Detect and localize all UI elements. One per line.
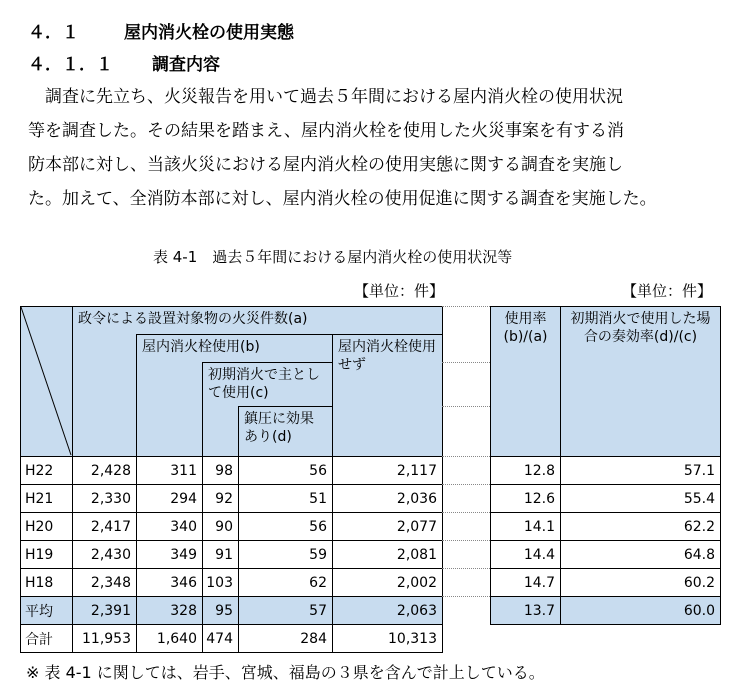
cell-b: 328 xyxy=(137,597,203,625)
paragraph-line: 調査に先立ち、火災報告を用いて過去５年間における屋内消火栓の使用状況 xyxy=(28,87,623,107)
header-hydrant-used: 屋内消火栓使用(b) xyxy=(137,335,333,363)
cell-rate: 14.4 xyxy=(491,541,561,569)
cell-e: 2,002 xyxy=(333,569,443,597)
table-row xyxy=(491,485,721,513)
unit-label-left: 【単位：件】 xyxy=(354,282,445,300)
row-label: H19 xyxy=(21,541,73,569)
subsection-heading xyxy=(28,50,220,75)
cell-a: 2,417 xyxy=(73,513,137,541)
row-label: H22 xyxy=(21,457,73,485)
cell-c: 90 xyxy=(203,513,239,541)
table-row xyxy=(21,457,443,485)
cell-rate: 14.7 xyxy=(491,569,561,597)
table-row-average xyxy=(491,597,721,625)
row-label: 合計 xyxy=(21,625,73,653)
section-number: ４．１ xyxy=(28,23,79,43)
table-caption: 表 4-1 過去５年間における屋内消火栓の使用状況等 xyxy=(153,248,513,266)
row-label: H18 xyxy=(21,569,73,597)
table-row xyxy=(21,513,443,541)
cell-d: 57 xyxy=(239,597,333,625)
cell-b: 1,640 xyxy=(137,625,203,653)
cell-d: 51 xyxy=(239,485,333,513)
cell-effect: 57.1 xyxy=(561,457,721,485)
header-usage-rate: 使用率(b)/(a) xyxy=(491,307,561,457)
cell-effect: 60.2 xyxy=(561,569,721,597)
cell-c: 474 xyxy=(203,625,239,653)
table-note: ※ 表 4-1 に関しては、岩手、宮城、福島の３県を含んで計上している。 xyxy=(26,663,545,682)
row-label: H21 xyxy=(21,485,73,513)
row-label: H20 xyxy=(21,513,73,541)
table-row xyxy=(491,457,721,485)
cell-e: 2,117 xyxy=(333,457,443,485)
table-row xyxy=(21,541,443,569)
cell-e: 2,081 xyxy=(333,541,443,569)
header-pad xyxy=(137,363,203,457)
cell-effect: 64.8 xyxy=(561,541,721,569)
cell-e: 10,313 xyxy=(333,625,443,653)
cell-b: 346 xyxy=(137,569,203,597)
body-paragraph xyxy=(28,80,722,216)
table-row xyxy=(21,569,443,597)
cell-b: 311 xyxy=(137,457,203,485)
cell-a: 2,428 xyxy=(73,457,137,485)
cell-b: 349 xyxy=(137,541,203,569)
table-row xyxy=(491,541,721,569)
header-hydrant-not-used: 屋内消火栓使用せず xyxy=(333,335,443,457)
cell-c: 98 xyxy=(203,457,239,485)
cell-b: 294 xyxy=(137,485,203,513)
section-heading xyxy=(28,18,294,43)
cell-a: 11,953 xyxy=(73,625,137,653)
cell-rate: 13.7 xyxy=(491,597,561,625)
cell-d: 56 xyxy=(239,457,333,485)
cell-rate: 12.8 xyxy=(491,457,561,485)
table-row-average xyxy=(21,597,443,625)
header-fire-count: 政令による設置対象物の火災件数(a) xyxy=(73,307,443,335)
header-effect-rate: 初期消火で使用した場合の奏効率(d)/(c) xyxy=(561,307,721,457)
cell-c: 103 xyxy=(203,569,239,597)
header-pad xyxy=(73,335,137,457)
table-row xyxy=(21,485,443,513)
table-row-total xyxy=(21,625,443,653)
paragraph-line: た。加えて、全消防本部に対し、屋内消火栓の使用促進に関する調査を実施した。 xyxy=(28,189,657,209)
rate-table xyxy=(490,306,721,625)
table-row xyxy=(491,513,721,541)
cell-e: 2,036 xyxy=(333,485,443,513)
cell-e: 2,077 xyxy=(333,513,443,541)
cell-e: 2,063 xyxy=(333,597,443,625)
subsection-title: 調査内容 xyxy=(152,55,220,75)
cell-c: 92 xyxy=(203,485,239,513)
subsection-number: ４．１．１ xyxy=(28,55,113,75)
cell-d: 59 xyxy=(239,541,333,569)
cell-a: 2,330 xyxy=(73,485,137,513)
unit-label-right: 【単位：件】 xyxy=(622,282,713,300)
fire-statistics-table xyxy=(20,306,443,653)
cell-effect: 62.2 xyxy=(561,513,721,541)
cell-effect: 55.4 xyxy=(561,485,721,513)
section-title: 屋内消火栓の使用実態 xyxy=(124,23,294,43)
cell-effect: 60.0 xyxy=(561,597,721,625)
cell-a: 2,348 xyxy=(73,569,137,597)
row-label: 平均 xyxy=(21,597,73,625)
cell-d: 62 xyxy=(239,569,333,597)
table-row xyxy=(491,569,721,597)
cell-rate: 12.6 xyxy=(491,485,561,513)
table-gap xyxy=(442,306,490,628)
header-pad xyxy=(203,407,239,457)
cell-c: 95 xyxy=(203,597,239,625)
header-initial-use: 初期消火で主として使用(c) xyxy=(203,363,333,407)
corner-diagonal xyxy=(20,306,72,456)
cell-rate: 14.1 xyxy=(491,513,561,541)
cell-c: 91 xyxy=(203,541,239,569)
cell-a: 2,430 xyxy=(73,541,137,569)
cell-a: 2,391 xyxy=(73,597,137,625)
cell-b: 340 xyxy=(137,513,203,541)
cell-d: 56 xyxy=(239,513,333,541)
header-effective: 鎮圧に効果あり(d) xyxy=(239,407,333,457)
paragraph-line: 等を調査した。その結果を踏まえ、屋内消火栓を使用した火災事案を有する消 xyxy=(28,121,625,141)
cell-d: 284 xyxy=(239,625,333,653)
paragraph-line: 防本部に対し、当該火災における屋内消火栓の使用実態に関する調査を実施し xyxy=(28,155,623,175)
